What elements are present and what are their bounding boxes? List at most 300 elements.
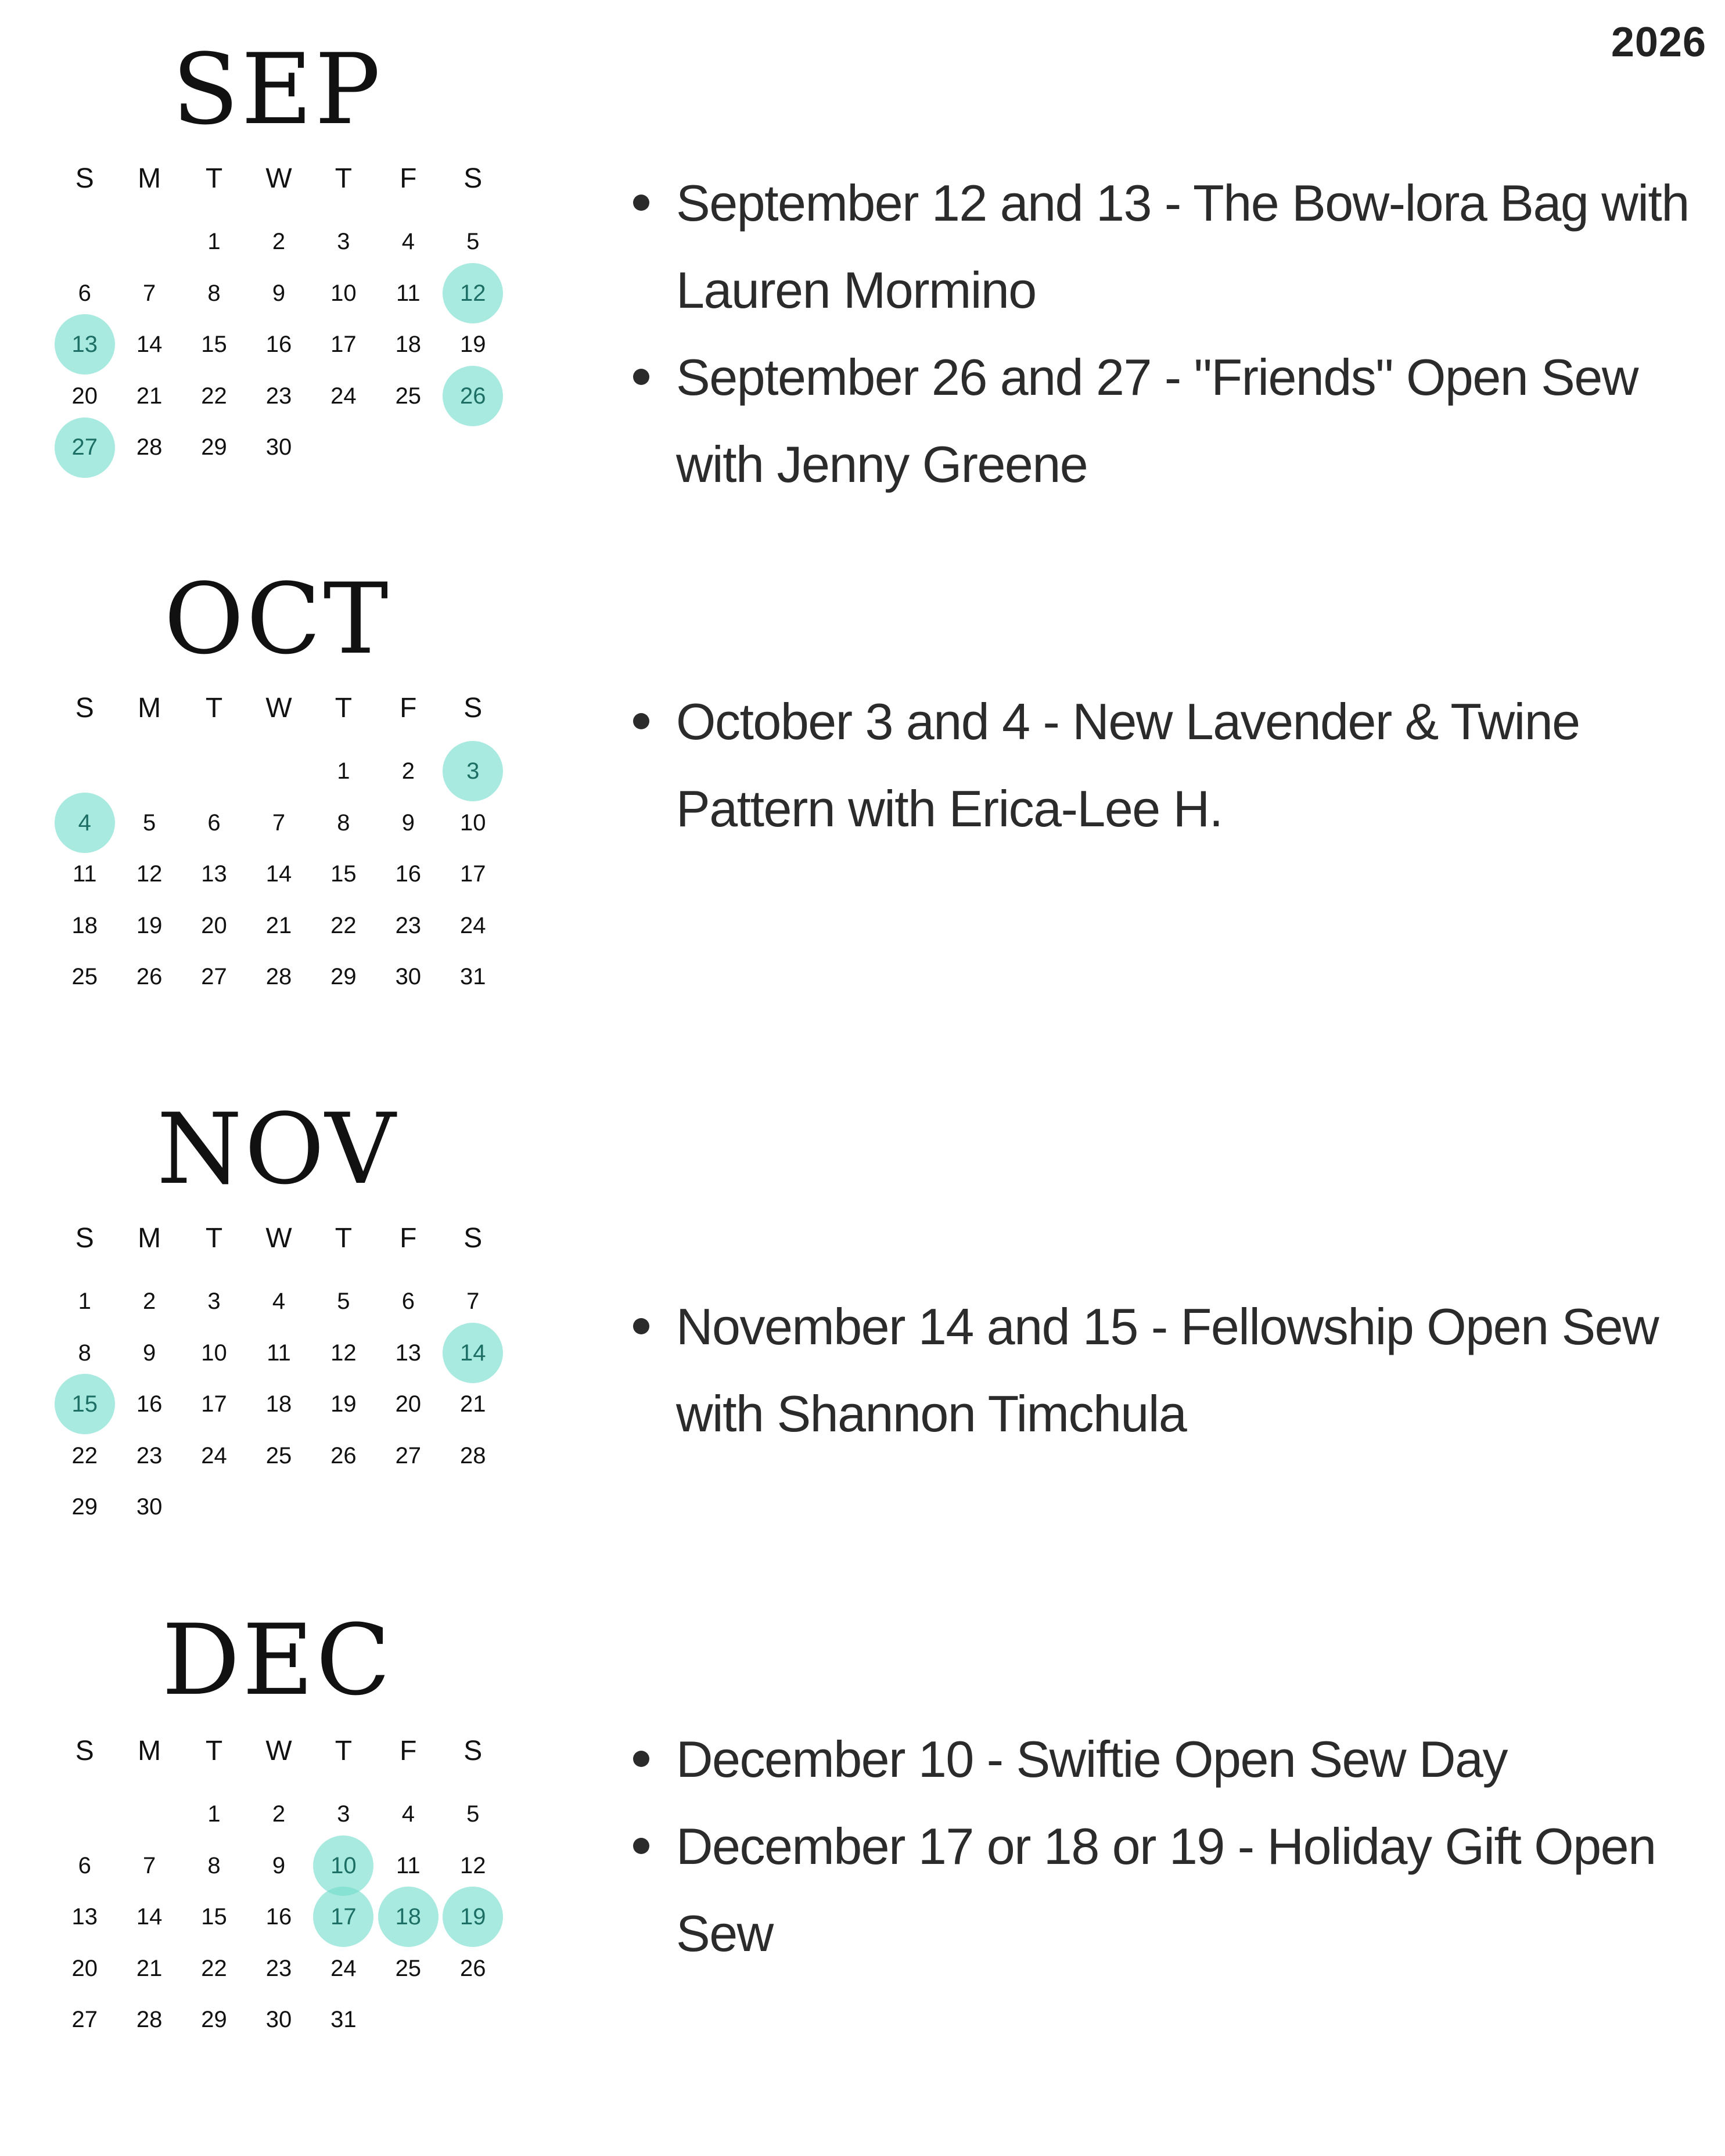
- weekday-header: T: [335, 693, 353, 724]
- day-cell-empty: [182, 746, 246, 797]
- day-number: 7: [466, 1288, 480, 1314]
- day-number: 20: [71, 383, 98, 409]
- weekday-header: S: [75, 693, 94, 724]
- day-number: 24: [330, 383, 357, 409]
- day-number: 24: [459, 912, 486, 938]
- weekday-header-row: [52, 161, 505, 196]
- day-number: 20: [201, 912, 227, 938]
- month-name: DEC: [161, 1603, 393, 1717]
- day-number: 23: [265, 383, 292, 409]
- day-number: 17: [201, 1391, 227, 1417]
- weekday-header: S: [463, 693, 483, 724]
- weekday-header: S: [75, 1223, 94, 1254]
- day-number: 9: [143, 1340, 156, 1366]
- month-calendar: [52, 1221, 505, 1533]
- weekday-header: T: [205, 163, 223, 194]
- day-cell: [311, 900, 376, 952]
- day-number: 5: [337, 1288, 350, 1314]
- day-number: 12: [459, 280, 486, 306]
- day-number: 14: [459, 1340, 486, 1366]
- day-cell: [182, 1430, 246, 1482]
- day-cell: [117, 1327, 181, 1379]
- day-cell: [441, 797, 505, 849]
- month-calendar: [52, 691, 505, 1003]
- day-number: 28: [136, 2007, 163, 2033]
- weekday-header: S: [463, 163, 483, 194]
- day-number: 8: [337, 809, 350, 836]
- day-cell: [117, 1481, 181, 1533]
- day-cell: [376, 848, 440, 900]
- day-number: 5: [143, 809, 156, 836]
- day-number: 26: [459, 383, 486, 409]
- day-cell: [182, 951, 246, 1003]
- day-cell: [52, 848, 117, 900]
- day-cell: [441, 1276, 505, 1327]
- day-number: 18: [395, 1904, 422, 1930]
- day-cell: [311, 1788, 376, 1840]
- event-item: December 17 or 18 or 19 - Holiday Gift Open Sew: [627, 1803, 1708, 1977]
- day-cell: [246, 319, 311, 370]
- day-cell: [311, 951, 376, 1003]
- day-cell: [376, 1840, 440, 1892]
- day-number: 14: [136, 332, 163, 358]
- day-number: 30: [265, 2007, 292, 2033]
- year-label: 2026: [1611, 19, 1706, 66]
- day-number: 17: [459, 861, 486, 887]
- weekday-header: F: [400, 693, 417, 724]
- day-cell: [52, 1891, 117, 1943]
- day-cell: [52, 900, 117, 952]
- day-cell: [246, 1994, 311, 2046]
- day-cell: [246, 1378, 311, 1430]
- day-number: 16: [136, 1391, 163, 1417]
- day-cell: [246, 422, 311, 473]
- day-cell-highlighted: [441, 1327, 505, 1379]
- day-number: 12: [459, 1852, 486, 1878]
- day-number: 27: [71, 2007, 98, 2033]
- day-number: 5: [466, 1801, 480, 1827]
- day-number: 30: [395, 964, 422, 990]
- weekday-header: F: [400, 1223, 417, 1254]
- day-number: 1: [207, 1801, 221, 1827]
- day-cell: [182, 370, 246, 422]
- day-cell: [246, 370, 311, 422]
- day-cell: [52, 1276, 117, 1327]
- day-cell-empty: [52, 746, 117, 797]
- day-cell: [52, 1994, 117, 2046]
- day-number: 6: [78, 1852, 91, 1878]
- event-list: [627, 160, 1708, 508]
- day-cell: [52, 951, 117, 1003]
- day-cell: [376, 268, 440, 319]
- weekday-header-row: [52, 1221, 505, 1256]
- day-cell-highlighted: [441, 746, 505, 797]
- day-cell: [246, 1276, 311, 1327]
- day-number: 16: [265, 1904, 292, 1930]
- day-cell-empty: [246, 746, 311, 797]
- day-cell-highlighted: [441, 1891, 505, 1943]
- day-number: 3: [337, 229, 350, 254]
- day-cell: [182, 1943, 246, 1995]
- weekday-header: M: [138, 1223, 161, 1254]
- day-number: 9: [272, 1852, 286, 1878]
- day-cell: [246, 1788, 311, 1840]
- day-cell: [311, 370, 376, 422]
- day-number: 27: [201, 964, 227, 990]
- day-number: 7: [143, 1852, 156, 1878]
- day-cell: [117, 797, 181, 849]
- day-cell: [182, 1276, 246, 1327]
- day-number: 25: [395, 383, 422, 409]
- day-cell: [376, 1327, 440, 1379]
- weekday-header: M: [138, 163, 161, 194]
- day-number: 23: [136, 1442, 163, 1468]
- day-number: 15: [201, 332, 227, 358]
- day-number: 22: [201, 1955, 227, 1981]
- weekday-header: T: [205, 1736, 223, 1766]
- day-number: 27: [71, 434, 98, 460]
- day-number: 11: [396, 1852, 421, 1878]
- day-cell: [441, 1378, 505, 1430]
- weekday-header: T: [335, 163, 353, 194]
- day-number: 16: [265, 332, 292, 358]
- day-cell: [246, 797, 311, 849]
- day-number: 4: [401, 1801, 415, 1827]
- day-number: 21: [459, 1391, 486, 1417]
- day-cell: [246, 1327, 311, 1379]
- day-cell-highlighted: [52, 319, 117, 370]
- day-cell: [311, 746, 376, 797]
- day-cell: [246, 1891, 311, 1943]
- day-cell: [182, 1994, 246, 2046]
- day-number: 4: [78, 809, 91, 836]
- day-number: 10: [201, 1340, 227, 1366]
- day-cell-highlighted: [52, 1378, 117, 1430]
- day-number: 3: [207, 1288, 221, 1314]
- weekday-header: W: [265, 693, 292, 724]
- day-number: 26: [330, 1442, 357, 1468]
- day-cell: [246, 848, 311, 900]
- day-number: 25: [71, 964, 98, 990]
- day-cell-empty: [117, 216, 181, 268]
- day-number: 19: [459, 332, 486, 358]
- weekday-header: T: [335, 1736, 353, 1766]
- day-cell: [311, 1327, 376, 1379]
- day-cell: [441, 1788, 505, 1840]
- day-cell: [117, 1891, 181, 1943]
- day-number: 9: [272, 280, 286, 306]
- weekday-header: T: [335, 1223, 353, 1254]
- day-cell: [52, 1481, 117, 1533]
- day-number: 8: [78, 1340, 91, 1366]
- weekday-header-row: [52, 691, 505, 726]
- day-number: 26: [459, 1955, 486, 1981]
- event-item: September 26 and 27 - "Friends" Open Sew with Jenny Greene: [627, 334, 1708, 508]
- day-number: 13: [395, 1340, 422, 1366]
- day-number: 14: [136, 1904, 163, 1930]
- event-list: [627, 678, 1708, 852]
- day-cell: [52, 1430, 117, 1482]
- day-cell: [246, 216, 311, 268]
- weekday-header: W: [265, 1223, 292, 1254]
- month-name: SEP: [172, 33, 383, 146]
- month-calendar: [52, 1734, 505, 2046]
- day-number: 12: [136, 861, 163, 887]
- day-cell-empty: [117, 746, 181, 797]
- event-item: September 12 and 13 - The Bow-lora Bag with Lauren Mormino: [627, 160, 1708, 334]
- day-cell: [182, 216, 246, 268]
- day-number: 3: [337, 1801, 350, 1827]
- day-number: 9: [401, 809, 415, 836]
- day-number: 28: [265, 964, 292, 990]
- day-number: 6: [207, 809, 221, 836]
- day-number: 30: [136, 1494, 163, 1520]
- weekday-header: S: [463, 1223, 483, 1254]
- day-cell: [117, 422, 181, 473]
- day-cell: [117, 370, 181, 422]
- day-cell-highlighted: [311, 1840, 376, 1892]
- day-cell: [117, 848, 181, 900]
- day-number: 31: [330, 2007, 357, 2033]
- day-cell: [441, 1943, 505, 1995]
- day-cell: [376, 1276, 440, 1327]
- day-cell: [117, 1378, 181, 1430]
- weekday-header: S: [75, 1736, 94, 1766]
- day-cell: [117, 951, 181, 1003]
- weekday-header: F: [400, 1736, 417, 1766]
- day-grid: [52, 216, 505, 473]
- month-name: NOV: [156, 1092, 398, 1206]
- day-number: 12: [330, 1340, 357, 1366]
- day-cell: [441, 1840, 505, 1892]
- day-cell: [117, 900, 181, 952]
- weekday-header: M: [138, 693, 161, 724]
- day-cell: [52, 1327, 117, 1379]
- day-cell-highlighted: [441, 370, 505, 422]
- day-number: 5: [466, 229, 480, 254]
- day-cell-highlighted: [52, 797, 117, 849]
- day-cell: [182, 422, 246, 473]
- day-cell: [246, 1430, 311, 1482]
- day-number: 15: [201, 1904, 227, 1930]
- day-number: 19: [459, 1904, 486, 1930]
- day-number: 22: [71, 1442, 98, 1468]
- day-cell: [441, 216, 505, 268]
- day-cell: [182, 900, 246, 952]
- day-number: 6: [401, 1288, 415, 1314]
- event-item: November 14 and 15 - Fellowship Open Sew with Shannon Timchula: [627, 1283, 1708, 1457]
- day-cell-highlighted: [52, 422, 117, 473]
- day-number: 17: [330, 1904, 357, 1930]
- event-item: December 10 - Swiftie Open Sew Day: [627, 1716, 1708, 1803]
- month-name: OCT: [164, 562, 391, 676]
- day-cell: [52, 268, 117, 319]
- day-cell: [117, 1994, 181, 2046]
- day-cell: [182, 1891, 246, 1943]
- day-number: 23: [265, 1955, 292, 1981]
- day-cell: [117, 319, 181, 370]
- day-number: 24: [201, 1442, 227, 1468]
- day-cell: [441, 1430, 505, 1482]
- day-cell-empty: [52, 216, 117, 268]
- weekday-header: T: [205, 693, 223, 724]
- day-number: 19: [136, 912, 163, 938]
- day-number: 21: [136, 1955, 163, 1981]
- day-cell: [376, 1788, 440, 1840]
- day-cell: [376, 1378, 440, 1430]
- day-number: 2: [272, 1801, 286, 1827]
- day-number: 8: [207, 280, 221, 306]
- day-number: 4: [401, 229, 415, 254]
- day-number: 24: [330, 1955, 357, 1981]
- day-number: 18: [71, 912, 98, 938]
- day-number: 20: [71, 1955, 98, 1981]
- day-number: 20: [395, 1391, 422, 1417]
- day-cell: [311, 319, 376, 370]
- day-cell: [311, 1276, 376, 1327]
- day-number: 22: [201, 383, 227, 409]
- day-number: 27: [395, 1442, 422, 1468]
- day-cell: [376, 900, 440, 952]
- day-cell: [182, 1378, 246, 1430]
- day-cell: [246, 951, 311, 1003]
- day-cell-empty: [52, 1788, 117, 1840]
- event-list: [627, 1716, 1708, 1977]
- day-cell: [311, 1378, 376, 1430]
- weekday-header: F: [400, 163, 417, 194]
- day-cell: [182, 319, 246, 370]
- weekday-header: W: [265, 1736, 292, 1766]
- day-number: 28: [136, 434, 163, 460]
- day-number: 15: [71, 1391, 98, 1417]
- day-number: 2: [272, 229, 286, 254]
- day-number: 30: [265, 434, 292, 460]
- weekday-header: W: [265, 163, 292, 194]
- day-cell: [117, 1276, 181, 1327]
- day-number: 1: [207, 229, 221, 254]
- weekday-header: T: [205, 1223, 223, 1254]
- month-calendar: [52, 161, 505, 473]
- day-number: 28: [459, 1442, 486, 1468]
- day-number: 18: [265, 1391, 292, 1417]
- day-cell: [311, 268, 376, 319]
- day-cell: [376, 951, 440, 1003]
- day-cell: [311, 797, 376, 849]
- day-cell: [246, 900, 311, 952]
- day-cell: [311, 1943, 376, 1995]
- day-cell: [376, 746, 440, 797]
- day-cell: [246, 1943, 311, 1995]
- day-cell: [182, 1840, 246, 1892]
- day-number: 29: [330, 964, 357, 990]
- event-list: [627, 1283, 1708, 1457]
- day-cell: [311, 1430, 376, 1482]
- day-number: 25: [265, 1442, 292, 1468]
- weekday-header: S: [463, 1736, 483, 1766]
- weekday-header: S: [75, 163, 94, 194]
- day-cell-highlighted: [311, 1891, 376, 1943]
- day-cell: [376, 319, 440, 370]
- day-cell: [376, 1943, 440, 1995]
- day-cell: [117, 268, 181, 319]
- event-item: October 3 and 4 - New Lavender & Twine Pattern with Erica-Lee H.: [627, 678, 1708, 852]
- day-cell: [311, 848, 376, 900]
- day-number: 17: [330, 332, 357, 358]
- day-cell: [117, 1943, 181, 1995]
- day-number: 4: [272, 1288, 286, 1314]
- day-cell: [311, 216, 376, 268]
- day-cell: [441, 319, 505, 370]
- day-number: 10: [330, 1852, 357, 1878]
- day-number: 7: [272, 809, 286, 836]
- day-cell: [182, 797, 246, 849]
- day-number: 3: [466, 758, 480, 784]
- day-number: 11: [72, 861, 97, 887]
- day-cell-highlighted: [376, 1891, 440, 1943]
- day-number: 2: [143, 1288, 156, 1314]
- day-number: 15: [330, 861, 357, 887]
- day-cell: [182, 1788, 246, 1840]
- day-cell: [376, 797, 440, 849]
- weekday-header-row: [52, 1734, 505, 1769]
- day-number: 10: [330, 280, 357, 306]
- day-cell: [117, 1840, 181, 1892]
- weekday-header: M: [138, 1736, 161, 1766]
- day-number: 19: [330, 1391, 357, 1417]
- day-number: 16: [395, 861, 422, 887]
- day-number: 7: [143, 280, 156, 306]
- day-cell: [182, 1327, 246, 1379]
- day-grid: [52, 1276, 505, 1533]
- day-number: 1: [337, 758, 350, 784]
- day-number: 21: [265, 912, 292, 938]
- day-cell: [52, 1840, 117, 1892]
- day-number: 29: [201, 434, 227, 460]
- day-number: 11: [396, 280, 421, 306]
- day-cell: [182, 848, 246, 900]
- day-number: 21: [136, 383, 163, 409]
- day-cell: [376, 216, 440, 268]
- day-number: 13: [201, 861, 227, 887]
- day-grid: [52, 1788, 505, 2046]
- day-cell: [376, 370, 440, 422]
- day-cell: [311, 1994, 376, 2046]
- day-grid: [52, 746, 505, 1003]
- day-cell: [52, 1943, 117, 1995]
- day-number: 8: [207, 1852, 221, 1878]
- day-number: 13: [71, 1904, 98, 1930]
- day-number: 14: [265, 861, 292, 887]
- day-number: 29: [71, 1494, 98, 1520]
- day-number: 1: [78, 1288, 91, 1314]
- day-cell-highlighted: [441, 268, 505, 319]
- day-cell: [441, 951, 505, 1003]
- day-cell: [441, 900, 505, 952]
- day-number: 6: [78, 280, 91, 306]
- day-number: 23: [395, 912, 422, 938]
- day-cell: [441, 848, 505, 900]
- day-number: 29: [201, 2007, 227, 2033]
- day-cell: [376, 1430, 440, 1482]
- day-cell: [117, 1430, 181, 1482]
- day-number: 18: [395, 332, 422, 358]
- day-number: 11: [267, 1340, 291, 1366]
- day-number: 26: [136, 964, 163, 990]
- day-number: 22: [330, 912, 357, 938]
- day-number: 31: [459, 964, 486, 990]
- day-number: 25: [395, 1955, 422, 1981]
- day-cell-empty: [117, 1788, 181, 1840]
